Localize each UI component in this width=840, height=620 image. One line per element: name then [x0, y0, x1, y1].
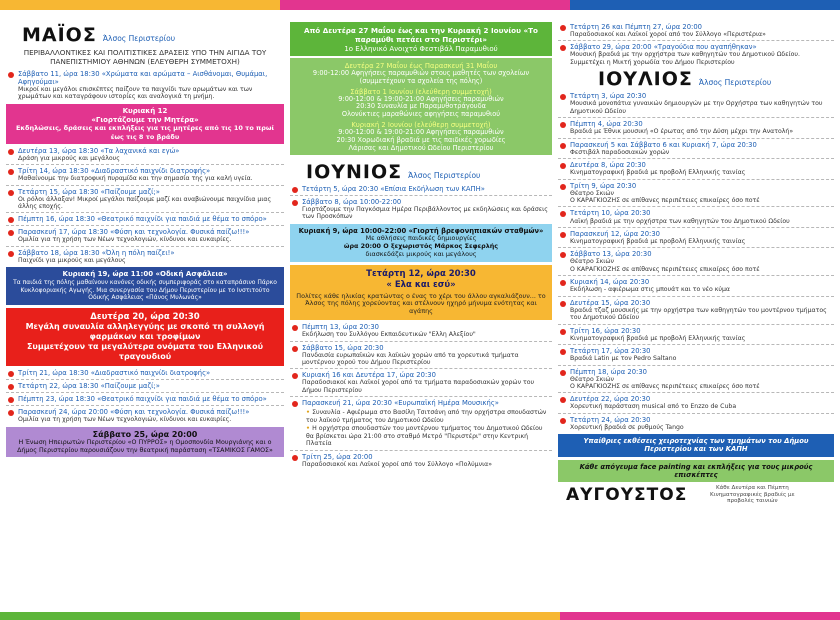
july-venue: Άλσος Περιστερίου [698, 78, 772, 88]
divider [6, 246, 284, 247]
event-heading: Τετάρτη 24, ώρα 20:30 [570, 415, 651, 424]
divider [558, 324, 834, 325]
festival-subtitle: 1ο Ελληνικό Ανοιχτό Φεστιβάλ Παραμυθιού [344, 45, 498, 53]
concert-title: Μεγάλη συναυλία αλληλεγγύης με σκοπό τη συλλογή φαρμάκων και τροφίμων [25, 322, 265, 342]
sub-bullet-icon: • [306, 425, 313, 433]
event-description: Θέατρο Σκιών [570, 189, 614, 197]
event-heading: Τετάρτη 17, ώρα 20:30 [570, 347, 651, 356]
divider [558, 296, 834, 297]
divider [558, 179, 834, 180]
top-bar-blue [570, 0, 840, 10]
july-event [558, 347, 834, 362]
music-day-subitem [306, 409, 552, 424]
event-heading: Δευτέρα 22, ώρα 20:30 [570, 395, 651, 404]
event-description: Ομιλία για τη χρήση των Νέων τεχνολογιών, κίνδυνοι και ευκαιρίες. [18, 236, 232, 244]
concert-date: Δευτέρα 20, ώρα 20:30 [90, 311, 200, 322]
divider [6, 392, 284, 393]
may-event [6, 249, 284, 264]
festival-schedule [290, 58, 552, 155]
event-heading: Τετάρτη 3, ώρα 20:30 [570, 92, 647, 101]
divider [558, 227, 834, 228]
divider [6, 212, 284, 213]
event-heading: Σάββατο 15, ώρα 20:30 [302, 343, 384, 352]
event-description: Κινηματογραφική βραδιά με προβολή Ελληνικής ταινίας [570, 237, 746, 245]
event-description: Γιορτάζουμε την Παγκόσμια Ημέρα Περιβάλλοντος με εκδηλώσεις και δράσεις των Προσκόπων [302, 206, 548, 221]
schedule-line: 9:00-12:00 Αφηγήσεις παραμυθιών στους μαθητές των σχολείων [312, 68, 530, 77]
event-description: Μουσικά μονοπάτια γυναικών δημιουργών με την Ορχήστρα των καθηγητών του Δημοτικού Ωδείου [570, 100, 823, 115]
july-event [558, 299, 834, 322]
bullet-icon [560, 280, 566, 286]
august-note: Κάθε Δευτέρα και Πέμπτη Κινηματογραφικές βραδιές με προβολές ταινιών [710, 484, 795, 505]
june-venue: Άλσος Περιστερίου [408, 171, 481, 180]
top-bar-pink [280, 0, 570, 10]
bottom-bar-orange [300, 612, 560, 620]
event-heading: Τετάρτη 15, ώρα 18:30 «Παίζουμε μαζί;» [18, 187, 160, 196]
divider [558, 365, 834, 366]
nursery-party-box [290, 224, 552, 262]
event-heading: Τετάρτη 26 και Πέμπτη 27, ώρα 20:00 [570, 23, 702, 31]
bullet-icon [292, 401, 298, 407]
event-heading: Τετάρτη 10, ώρα 20:30 [570, 209, 651, 218]
july-event [558, 161, 834, 176]
divider [290, 450, 552, 451]
concert-performers: Συμμετέχουν τα μεγαλύτερα ονόματα του Ελληνικού τραγουδιού [26, 342, 264, 362]
divider [558, 413, 834, 414]
may-event [6, 382, 284, 390]
bullet-icon [560, 418, 566, 424]
july-event [558, 395, 834, 410]
bullet-icon [560, 370, 566, 376]
may-event [6, 147, 284, 162]
divider [6, 185, 284, 186]
july-event [558, 230, 834, 245]
bullet-icon [560, 184, 566, 190]
schedule-line: 20:30 Χορωδιακή βραδιά με τις παιδικές χορωδίες [336, 136, 506, 145]
divider [6, 225, 284, 226]
event-description: Χορευτική παράσταση musical από το Enzzo de Cuba [570, 403, 737, 411]
event-description: Μουσική βραδιά με την ορχήστρα των καθηγητών του Δημοτικού Ωδείου. Συμμετέχει η Μικτή χορωδία του Δήμου Περιστερίου [570, 51, 800, 66]
schedule-heading: Κυριακή 2 Ιουνίου (ελεύθερη συμμετοχή) [351, 121, 491, 130]
event-heading: Πέμπτη 18, ώρα 20:30 [570, 367, 647, 376]
bottom-color-bar [0, 612, 840, 620]
event-heading: Σάββατο 13, ώρα 20:30 [570, 250, 652, 259]
event-heading: Παρασκευή 24, ώρα 20:00 «Φύση και τεχνολογία. Φυσικά παίζω!!!» [18, 408, 250, 417]
may-event [6, 228, 284, 243]
mothers-day-text: Εκδηλώσεις, δράσεις και εκπλήξεις για τις μητέρες από τις 10 το πρωί έως τις 8 το βράδυ [15, 124, 275, 141]
may-event [6, 369, 284, 377]
event-description: Οι ρόλοι άλλαξαν! Μικροί μεγάλοι παίζουμε μαζί και αναβιώνουμε παιχνίδια μιας άλλης εποχής. [18, 195, 272, 211]
july-event [558, 120, 834, 135]
event-heading: Τρίτη 14, ώρα 18:30 «Διαδραστικό παιχνίδι διατροφής» [18, 167, 211, 176]
event-description: Παραδοσιακοί και Λαϊκοί χοροί από τα τμήματα παραδοσιακών χορών του Δήμου Περιστερίου [302, 379, 535, 394]
face-painting-text: Κάθε απόγευμα face painting και εκπλήξεις για τους μικρούς επισκέπτες [579, 462, 813, 479]
july-event-list [558, 92, 834, 431]
july-event [558, 182, 834, 205]
schedule-heading: Σάββατο 1 Ιουνίου (ελεύθερη συμμετοχή) [350, 87, 492, 96]
may-header [22, 24, 284, 46]
june-event [290, 399, 552, 407]
theatre-box [6, 427, 284, 458]
bullet-icon [8, 217, 14, 223]
july-title: ΙΟΥΛΙΟΣ [598, 68, 693, 91]
event-heading: Παρασκευή 17, ώρα 18:30 «Φύση και τεχνολογία. Φυσικά παίζω!!!» [18, 228, 250, 237]
sub-text: Η ορχήστρα σπουδαστών του μοντέρνου τμήματος του Δημοτικού Ωδείου θα βρίσκεται ώρα 21:00 στο σταθμό Μετρό "Περιστέρι" στην Κεντρική Πλατεία [306, 425, 543, 448]
divider [558, 392, 834, 393]
event-description: Βραδιά τζαζ μουσικής με την ορχήστρα των καθηγητών του μοντέρνου τμήματος του Δημοτικού Ωδείου [570, 306, 827, 322]
divider [558, 344, 834, 345]
divider [558, 117, 834, 118]
divider [290, 368, 552, 369]
fairy-tale-festival-box [290, 22, 552, 56]
event-heading: Σάββατο 8, ώρα 10:00-22:00 [302, 198, 402, 207]
event-description: Χορευτική βραδιά σε ρυθμούς Tango [570, 423, 684, 431]
bullet-icon [8, 72, 14, 78]
june-event [290, 198, 552, 221]
divider [558, 138, 834, 139]
may-title: ΜΑΪΟΣ [22, 24, 97, 46]
june-event [290, 185, 552, 193]
july-event [558, 141, 834, 156]
event-heading: Σάββατο 18, ώρα 18:30 «Όλη η πόλη παίζει!» [18, 248, 175, 257]
event-description-extra: Ο ΚΑΡΑΓΚΙΟΖΗΣ σε απίθανες περιπέτειες επικαίρες όσο ποτέ [570, 197, 760, 205]
sub-bullet-icon: • [306, 409, 313, 417]
july-event [558, 368, 834, 391]
may-event [6, 395, 284, 403]
event-description: Μαθαίνουμε την διατροφική πυραμίδα και την σημασία της για καλή υγεία. [18, 175, 253, 183]
face-painting-box [558, 460, 834, 482]
event-heading: Παρασκευή 5 και Σάββατο 6 και Κυριακή 7, ώρα 20:30 [570, 140, 757, 149]
nursery-party-title: Κυριακή 9, ώρα 10:00-22:00 «Γιορτή βρεφονηπιακών σταθμών» [298, 226, 544, 235]
divider [290, 396, 552, 397]
july-event [558, 327, 834, 342]
may-column [6, 22, 284, 610]
event-description: Παιχνίδι για μικρούς και μεγάλους [18, 256, 126, 264]
festival-title: Από Δευτέρα 27 Μαΐου έως και την Κυριακή 2 Ιουνίου «Το παραμύθι πετάει στο Περιστέρι» [304, 26, 538, 44]
event-heading: Τρίτη 16, ώρα 20:30 [570, 326, 641, 335]
event-description: Δράση για μικρούς και μεγάλους [18, 154, 120, 162]
june-title: ΙΟΥΝΙΟΣ [306, 161, 403, 183]
crafts-exhibition-box [558, 434, 834, 456]
event-description: Παραδοσιακοί και Λαϊκοί χοροί από τον Σύλλογο «Περιστέρια» [570, 31, 766, 39]
bullet-icon [560, 397, 566, 403]
divider [558, 158, 834, 159]
bullet-icon [292, 373, 298, 379]
nursery-party-line: διασκεδάζει μικρούς και μεγάλους [365, 249, 477, 258]
event-heading: Τρίτη 25, ώρα 20:00 [302, 452, 373, 461]
nursery-party-line: Με αθλήσεις παιδικές δημιουργίες [365, 234, 477, 243]
event-heading: Κυριακή 16 και Δευτέρα 17, ώρα 20:30 [302, 371, 436, 380]
divider [6, 379, 284, 380]
bullet-icon [292, 346, 298, 352]
solidarity-concert-box [6, 308, 284, 367]
event-description-extra: Ο ΚΑΡΑΓΚΙΟΖΗΣ σε απίθανες περιπέτειες επικαίρες όσο ποτέ [570, 382, 760, 390]
event-heading: Πέμπτη 16, ώρα 18:30 «Θεατρικό παιχνίδι για παιδιά με θέμα το σπόρο» [18, 215, 267, 224]
top-color-bar [0, 0, 840, 10]
may-event [6, 167, 284, 182]
schedule-line: (συμμετέχουν τα σχολεία της πόλης) [359, 76, 483, 85]
event-description: Βραδιά Latin με τον Pedro Saltano [570, 355, 677, 363]
bullet-icon [292, 200, 298, 206]
bullet-icon [560, 349, 566, 355]
bullet-icon [292, 455, 298, 461]
event-description: Εκδήλωση - αφιέρωμα στις μπουάτ και το νέο κύμα [570, 286, 731, 294]
event-heading: Σάββατο 29, ώρα 20:00 «Τραγούδια που αγαπήθηκαν» [570, 43, 757, 52]
may-event [6, 215, 284, 223]
divider [6, 405, 284, 406]
event-description-extra: Ο ΚΑΡΑΓΚΙΟΖΗΣ σε απίθανες περιπέτειες επικαίρες όσο ποτέ [570, 265, 760, 273]
ela-title: « Ελα και εσύ» [386, 279, 456, 290]
sub-text: Συναυλία - Αφιέρωμα στο Βασίλη Τσιτσάνη από την ορχήστρα σπουδαστών του λαϊκού τμήματος του Δημοτικού Ωδείου [306, 409, 547, 424]
event-description: Μικροί και μεγάλοι επισκέπτες παίζουν τα παιχνίδι των αρωμάτων και των χρωμάτων και καταγράφουν ιστορίες και αναλογικά τη μνήμη. [18, 86, 253, 101]
ela-date: Τετάρτη 12, ώρα 20:30 [366, 268, 476, 279]
june-event [290, 344, 552, 367]
june-event [290, 371, 552, 394]
event-description: Ομιλία για τη χρήση των Νέων τεχνολογιών, κίνδυνοι και ευκαιρίες. [18, 416, 232, 424]
event-heading: Σάββατο 11, ώρα 18:30 «Χρώματα και αρώματα – Αισθάνομαι, Θυμάμαι, Αφηγούμαι» [18, 70, 268, 87]
bullet-icon [8, 251, 14, 257]
bullet-icon [8, 384, 14, 390]
may-intro: ΠΕΡΙΒΑΛΛΟΝΤΙΚΕΣ ΚΑΙ ΠΟΛΙΤΙΣΤΙΚΕΣ ΔΡΑΣΕΙΣ ΥΠΟ ΤΗΝ ΑΙΓΙΔΑ ΤΟΥ ΠΑΝΕΠΙΣΤΗΜΙΟΥ ΑΘΗΝΩΝ (ΕΛΕΥΘΕΡΗ ΣΥΜΜΕΤΟΧΗ) [23, 48, 267, 66]
road-safety-title: Κυριακή 19, ώρα 11:00 «Οδική Ασφάλεια» [62, 270, 228, 279]
bullet-icon [8, 410, 14, 416]
divider [6, 164, 284, 165]
bullet-icon [292, 187, 298, 193]
bottom-bar-green [0, 612, 300, 620]
bullet-icon [560, 301, 566, 307]
mothers-day-title: «Γιορτάζουμε την Μητέρα» [91, 115, 199, 124]
bullet-icon [560, 45, 566, 51]
july-event [558, 250, 834, 273]
may-event [6, 188, 284, 211]
bullet-icon [8, 397, 14, 403]
july-event [558, 416, 834, 431]
schedule-line: 9:00-12:00 & 19:00-21:00 Αφηγήσεις παραμυθιών [338, 128, 504, 137]
event-heading: Πέμπτη 4, ώρα 20:30 [570, 120, 643, 129]
bullet-icon [560, 232, 566, 238]
july-event [558, 209, 834, 224]
divider [290, 341, 552, 342]
event-heading: Τετάρτη 22, ώρα 18:30 «Παίζουμε μαζί;» [18, 382, 160, 391]
july-header [598, 68, 834, 90]
divider [558, 40, 834, 41]
event-description: Παραδοσιακοί και Λαϊκοί χοροί από τον Σύλλογο «Πολύμνια» [302, 460, 493, 468]
event-heading: Παρασκευή 21, ώρα 20:30 «Ευρωπαϊκή Ημέρα Μουσικής» [302, 399, 499, 408]
event-heading: Παρασκευή 12, ώρα 20:30 [570, 229, 660, 238]
bullet-icon [8, 230, 14, 236]
event-heading: Πέμπτη 23, ώρα 18:30 «Θεατρικό παιχνίδι για παιδιά με θέμα το σπόρο» [18, 395, 267, 404]
schedule-line: Ολονύκτιες μαραθώνιες αφηγήσεις παραμυθιού [341, 110, 501, 119]
bullet-icon [560, 252, 566, 258]
july-event [558, 278, 834, 293]
theatre-date: Σάββατο 25, ώρα 20:00 [92, 429, 198, 439]
event-description: Θέατρο Σκιών [570, 375, 614, 383]
july-event [558, 92, 834, 115]
crafts-text: Υπαίθριες εκθέσεις χειροτεχνίας των τμημάτων του Δήμου Περιστερίου και των ΚΑΠΗ [583, 437, 809, 454]
bullet-icon [8, 149, 14, 155]
event-description: Φεστιβάλ παραδοσιακών χορών [570, 148, 670, 156]
event-heading: Δευτέρα 13, ώρα 18:30 «Τα λαχανικά και εγώ» [18, 146, 180, 155]
event-heading: Τετάρτη 5, ώρα 20:30 «Επίσια Εκδήλωση των ΚΑΠΗ» [302, 185, 485, 193]
divider [558, 206, 834, 207]
june-header [306, 161, 552, 183]
event-description: Εκδήλωση του Συλλόγου Εκπαιδευτικών "Ελλη Αλεξίου" [302, 331, 476, 339]
july-column [558, 22, 834, 610]
august-header [566, 485, 834, 505]
may-event [6, 408, 284, 423]
music-day-subitem [306, 425, 552, 447]
top-bar-orange [0, 0, 280, 10]
ela-kai-esy-box [290, 265, 552, 320]
bullet-icon [560, 163, 566, 169]
may-venue: Άλσος Περιστερίου [102, 34, 176, 43]
bullet-icon [560, 122, 566, 128]
theatre-text: Η Ένωση Ηπειρωτών Περιστερίου «Ο ΠΥΡΡΟΣ» η Ομοσπονδία Μουργιάνης και ο Δήμος Περιστερίου παρουσιάζουν την θεατρική παράσταση «ΤΣΑΜΙΚΟΣ ΓΑΜΟΣ» [17, 439, 273, 454]
june-event [558, 43, 834, 66]
event-heading: Τρίτη 21, ώρα 18:30 «Διαδραστικό παιχνίδι διατροφής» [18, 369, 211, 378]
event-heading: Τρίτη 9, ώρα 20:30 [570, 181, 637, 190]
bullet-icon [560, 94, 566, 100]
august-title: ΑΥΓΟΥΣΤΟΣ [566, 485, 688, 505]
bullet-icon [8, 371, 14, 377]
event-description: Κινηματογραφική βραδιά με προβολή Ελληνικής ταινίας [570, 334, 746, 342]
divider [558, 247, 834, 248]
mothers-day-box [6, 104, 284, 144]
event-description: Λαϊκή βραδιά με την ορχήστρα των καθηγητών του Δημοτικού Ωδείου [570, 217, 790, 225]
june-event [290, 323, 552, 338]
event-description: Βραδιά με Έθνικ μουσική «Ο έρωτας από την Δύση μέχρι την Ανατολή» [570, 128, 794, 136]
schedule-line: Λάρισας και Δημοτικού Ωδείου Περιστερίου [348, 144, 494, 153]
bullet-icon [8, 169, 14, 175]
event-description: Πανδαισία ευρωπαϊκών και λαϊκών χορών από τα χορευτικά τμήματα μοντέρνου χορού του Δήμου Περιστερίου [302, 351, 519, 366]
mothers-day-date: Κυριακή 12 [122, 106, 168, 115]
nursery-party-line: ώρα 20:00 Ο ξεχωριστός Μάρκος Σεφερλής [343, 242, 499, 250]
event-description: Κινηματογραφική βραδιά με προβολή Ελληνικής ταινίας [570, 169, 746, 177]
may-event [6, 70, 284, 101]
bullet-icon [560, 329, 566, 335]
event-heading: Πέμπτη 13, ώρα 20:30 [302, 323, 379, 332]
schedule-line: 20:30 Συναυλία με Παραμυθοτράγουδα [356, 102, 486, 111]
event-heading: Κυριακή 14, ώρα 20:30 [570, 278, 650, 287]
road-safety-box [6, 267, 284, 304]
june-event [290, 453, 552, 468]
divider [290, 195, 552, 196]
bullet-icon [292, 325, 298, 331]
schedule-line: 9:00-12:00 & 19:00-21:00 Αφηγήσεις παραμυθιών [338, 94, 504, 103]
bullet-icon [8, 190, 14, 196]
bullet-icon [560, 25, 566, 31]
schedule-heading: Δευτέρα 27 Μαΐου έως Παρασκευή 31 Μαΐου [344, 61, 498, 70]
ela-text: Πολίτες κάθε ηλικίας κρατώντας ο ένας το χέρι του άλλου αγκαλιάζουν... το Άλσος της πόλης χορεύοντας και στέλνουν ηχηρό μήνυμα ενότητας και αγάπης [296, 291, 546, 316]
road-safety-text: Τα παιδιά της πόλης μαθαίνουν κανόνες οδικής συμπεριφοράς στο καταπράσινο Πάρκο Κυκλοφοριακής Αγωγής. Μια συνεργασία του Δήμου Περιστερίου με το Ινστιτούτο Οδικής Ασφάλειας «Πάνος Μυλωνάς» [13, 279, 277, 302]
bottom-bar-pink [560, 612, 840, 620]
event-heading: Δευτέρα 8, ώρα 20:30 [570, 161, 646, 170]
june-event [558, 23, 834, 38]
bullet-icon [560, 143, 566, 149]
event-heading: Δευτέρα 15, ώρα 20:30 [570, 298, 651, 307]
event-description: Θέατρο Σκιών [570, 258, 614, 266]
divider [558, 275, 834, 276]
bullet-icon [560, 211, 566, 217]
june-column [290, 22, 552, 610]
